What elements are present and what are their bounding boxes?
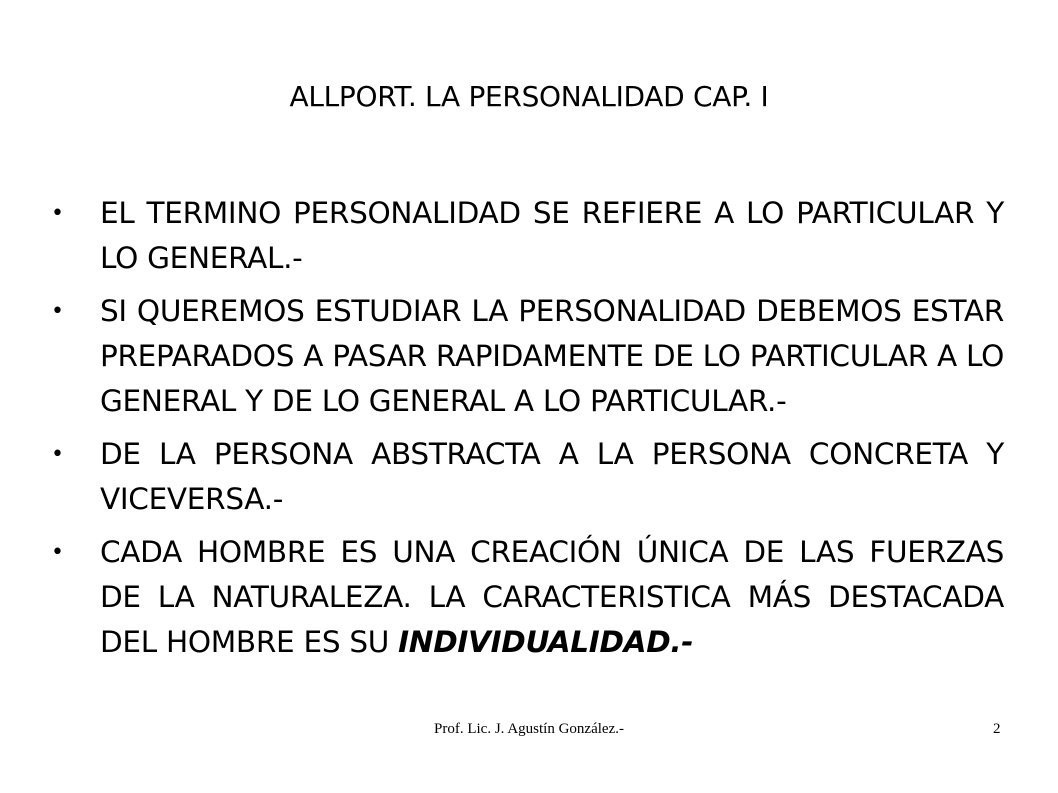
bullet-item (51, 530, 1004, 665)
bullet-text: CADA HOMBRE ES UNA CREACIÓN ÚNICA DE LAS FUERZAS DE LA NATURALEZA. LA CARACTERISTICA MÁS DESTACADA DEL HOMBRE ES SU (100, 535, 1004, 659)
bullet-dot-icon: • (51, 540, 64, 565)
slide-title: ALLPORT. LA PERSONALIDAD CAP. I (289, 80, 769, 113)
bullet-dot-icon: • (51, 299, 64, 324)
page-number: 2 (993, 721, 1001, 737)
bullet-list (51, 191, 1004, 673)
bullet-text: DE LA PERSONA ABSTRACTA A LA PERSONA CONCRETA Y VICEVERSA.- (100, 437, 1004, 516)
bullet-dot-icon: • (51, 442, 64, 467)
bullet-item (51, 289, 1004, 424)
bullet-text: EL TERMINO PERSONALIDAD SE REFIERE A LO PARTICULAR Y LO GENERAL.- (100, 196, 1004, 275)
footer-author: Prof. Lic. J. Agustín González.- (434, 721, 624, 737)
bullet-item (51, 191, 1004, 281)
bullet-item (51, 432, 1004, 522)
bullet-emphasis: INDIVIDUALIDAD.- (398, 625, 694, 659)
bullet-dot-icon: • (51, 201, 64, 226)
bullet-text: SI QUEREMOS ESTUDIAR LA PERSONALIDAD DEBEMOS ESTAR PREPARADOS A PASAR RAPIDAMENTE DE LO PARTICULAR A LO GENERAL Y DE LO GENERAL A LO PARTICULAR.- (100, 294, 1004, 418)
